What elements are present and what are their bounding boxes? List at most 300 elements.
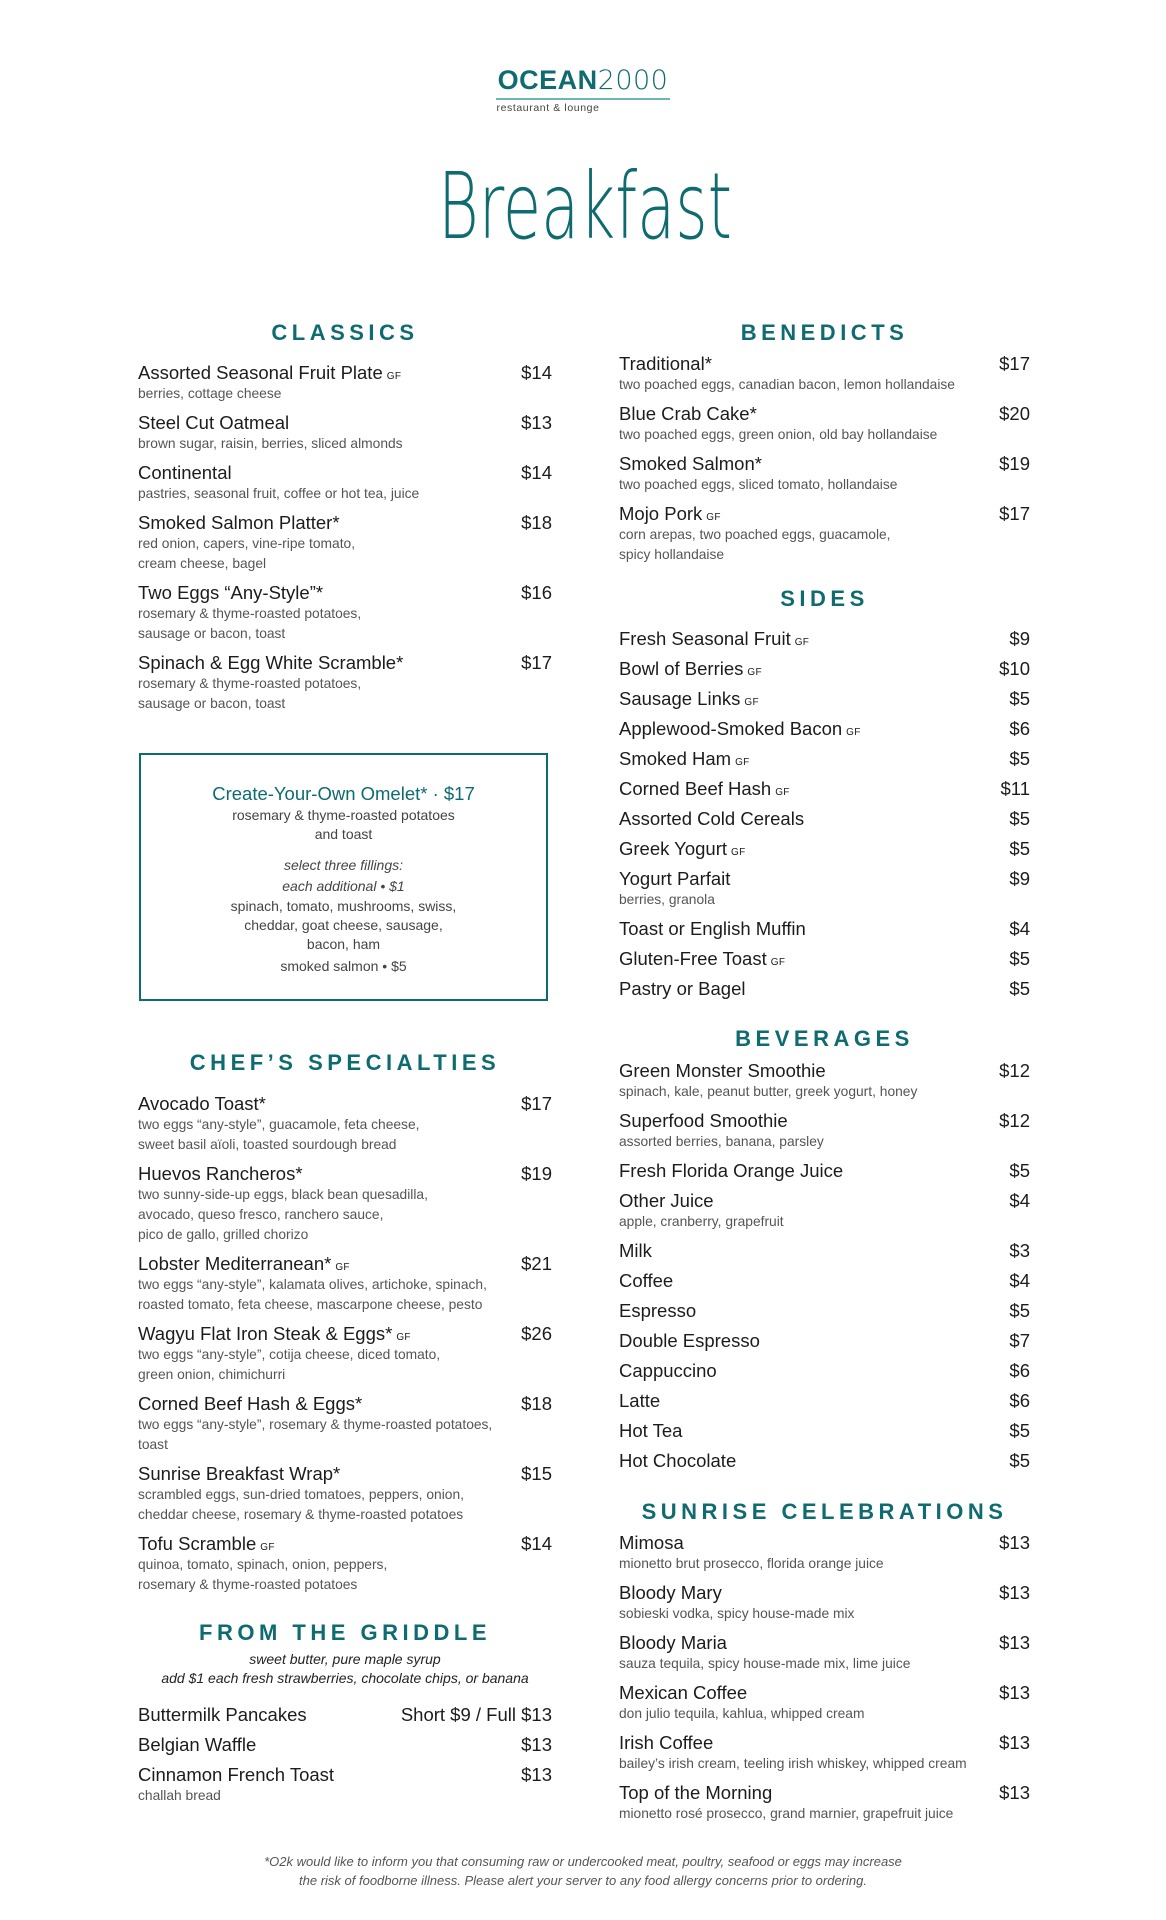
- menu-item: [619, 1160, 1030, 1182]
- menu-item-title: Irish Coffee: [619, 1732, 714, 1753]
- menu-item-description: sausage or bacon, toast: [138, 626, 286, 641]
- sunrise-list: [619, 1532, 1030, 1832]
- menu-item-description: sobieski vodka, spicy house-made mix: [619, 1606, 855, 1621]
- menu-item-title: Green Monster Smoothie: [619, 1060, 826, 1081]
- menu-item-row: [619, 1270, 1030, 1292]
- menu-item: [619, 1190, 1030, 1232]
- menu-item-title: Huevos Rancheros*: [138, 1163, 303, 1184]
- menu-item-name: [619, 1682, 747, 1704]
- menu-item: [138, 1533, 552, 1595]
- menu-item-price: $4: [1009, 1270, 1030, 1291]
- menu-item-name: [619, 778, 790, 804]
- menu-item-description: avocado, queso fresco, ranchero sauce,: [138, 1207, 384, 1222]
- menu-item-name: [138, 652, 403, 674]
- menu-item-title: Mexican Coffee: [619, 1682, 748, 1703]
- menu-item-title: Fresh Seasonal Fruit: [619, 628, 791, 649]
- gluten-free-tag: GF: [731, 847, 746, 858]
- menu-item: [619, 628, 1030, 650]
- menu-item: [138, 512, 552, 574]
- menu-item-price: $5: [1009, 688, 1030, 709]
- logo-tagline: restaurant & lounge: [496, 102, 600, 114]
- menu-item-title: Fresh Florida Orange Juice: [619, 1160, 844, 1181]
- menu-item: [619, 748, 1030, 770]
- menu-item: [619, 868, 1030, 910]
- classics-list: [138, 362, 552, 722]
- menu-item-name: [619, 353, 712, 375]
- menu-item-price: $17: [999, 503, 1030, 524]
- menu-item-name: [619, 1632, 727, 1654]
- menu-item-row: [138, 1764, 552, 1786]
- menu-item: [619, 778, 1030, 800]
- sides-heading: SIDES: [780, 586, 869, 611]
- menu-item-title: Traditional*: [619, 353, 712, 374]
- menu-item: [138, 1704, 552, 1726]
- menu-item-row: [619, 948, 1030, 970]
- menu-item-name: [619, 1300, 696, 1322]
- menu-item-description: spinach, kale, peanut butter, greek yogurt, honey: [619, 1084, 918, 1099]
- menu-item-title: Lobster Mediterranean*: [138, 1253, 332, 1274]
- menu-item-title: Top of the Morning: [619, 1782, 773, 1803]
- menu-item-description: berries, granola: [619, 892, 715, 907]
- menu-item: [138, 362, 552, 404]
- omelet-desc-1: rosemary & thyme-roasted potatoes: [232, 807, 455, 823]
- menu-item-name: [138, 1734, 256, 1756]
- menu-item-price: $20: [999, 403, 1030, 424]
- menu-item-price: $5: [1009, 1300, 1030, 1321]
- menu-item-title: Bowl of Berries: [619, 658, 744, 679]
- menu-item-row: [619, 1160, 1030, 1182]
- menu-item-name: [619, 1110, 788, 1132]
- menu-item-row: [619, 778, 1030, 800]
- benedicts-heading: BENEDICTS: [740, 320, 909, 345]
- menu-item: [619, 503, 1030, 565]
- menu-item-price: Short $9 / Full $13: [400, 1704, 552, 1725]
- menu-item-name: [619, 1450, 736, 1472]
- benedicts-list: [619, 353, 1030, 573]
- menu-item-price: $17: [999, 353, 1030, 374]
- menu-item-row: [619, 918, 1030, 940]
- menu-item-title: Applewood-Smoked Bacon: [619, 718, 843, 739]
- menu-item-price: $5: [1009, 1450, 1030, 1471]
- menu-item-row: [619, 868, 1030, 890]
- menu-item-name: [619, 948, 785, 974]
- menu-item: [619, 688, 1030, 710]
- menu-item-price: $5: [1009, 808, 1030, 829]
- menu-item-title: Cappuccino: [619, 1360, 717, 1381]
- menu-item-price: $14: [521, 462, 552, 483]
- menu-item-price: $5: [1009, 1160, 1030, 1181]
- menu-item-title: Blue Crab Cake*: [619, 403, 757, 424]
- menu-item-title: Yogurt Parfait: [619, 868, 731, 889]
- menu-item-name: [138, 582, 323, 604]
- menu-item-row: [138, 362, 552, 384]
- menu-item-row: [619, 1240, 1030, 1262]
- menu-item-name: [619, 1732, 713, 1754]
- menu-item-price: $14: [521, 362, 552, 383]
- brand-logo: [0, 64, 1166, 115]
- menu-item-price: $3: [1009, 1240, 1030, 1261]
- menu-item: [619, 978, 1030, 1000]
- menu-item: [619, 1360, 1030, 1382]
- gluten-free-tag: GF: [260, 1542, 275, 1553]
- logo-bold: OCEAN: [497, 65, 598, 95]
- page-title: [430, 140, 740, 270]
- menu-item-price: $13: [521, 412, 552, 433]
- menu-item: [138, 1463, 552, 1525]
- gluten-free-tag: GF: [386, 371, 402, 382]
- footer-disclaimer: [0, 1852, 1166, 1890]
- omelet-fillings-3: bacon, ham: [306, 936, 381, 952]
- menu-item-row: [619, 748, 1030, 770]
- menu-item-row: [619, 353, 1030, 375]
- menu-item-price: $6: [1009, 1360, 1030, 1381]
- menu-item-title: Hot Chocolate: [619, 1450, 737, 1471]
- menu-item-description: bailey’s irish cream, teeling irish whiskey, whipped cream: [619, 1756, 967, 1771]
- menu-item-row: [619, 1300, 1030, 1322]
- menu-item-name: [619, 1060, 826, 1082]
- menu-item-title: Bloody Maria: [619, 1632, 727, 1653]
- menu-item-name: [619, 1190, 714, 1212]
- menu-item-price: $5: [1009, 978, 1030, 999]
- menu-item-row: [619, 1682, 1030, 1704]
- menu-item-name: [619, 838, 746, 864]
- menu-item-row: [138, 582, 552, 604]
- menu-item-description: two poached eggs, green onion, old bay hollandaise: [619, 427, 938, 442]
- menu-item-title: Belgian Waffle: [138, 1734, 257, 1755]
- gluten-free-tag: GF: [794, 637, 810, 648]
- menu-item-price: $12: [999, 1110, 1030, 1131]
- menu-item-description: quinoa, tomato, spinach, onion, peppers,: [138, 1557, 388, 1572]
- menu-item-name: [619, 1582, 722, 1604]
- menu-item-name: [138, 1463, 340, 1485]
- menu-item-title: Smoked Salmon Platter*: [138, 512, 340, 533]
- menu-item-name: [138, 1163, 303, 1185]
- menu-item-name: [619, 1420, 682, 1442]
- menu-item: [138, 1764, 552, 1806]
- menu-item-title: Spinach & Egg White Scramble*: [138, 652, 404, 673]
- beverages-heading: BEVERAGES: [735, 1026, 914, 1051]
- menu-item: [619, 1450, 1030, 1472]
- menu-item-title: Toast or English Muffin: [619, 918, 806, 939]
- menu-item-description: apple, cranberry, grapefruit: [619, 1214, 784, 1229]
- menu-item-row: [138, 1734, 552, 1756]
- menu-item-row: [619, 1390, 1030, 1412]
- menu-item-row: [138, 652, 552, 674]
- menu-item-price: $5: [1009, 1420, 1030, 1441]
- menu-item-row: [138, 1323, 552, 1345]
- menu-item-description: two eggs “any-style”, cotija cheese, diced tomato,: [138, 1347, 441, 1362]
- menu-item: [619, 1330, 1030, 1352]
- menu-item: [619, 1300, 1030, 1322]
- menu-item-name: [619, 718, 861, 744]
- omelet-fillings-1: spinach, tomato, mushrooms, swiss,: [230, 898, 457, 914]
- menu-item-price: $4: [1009, 918, 1030, 939]
- menu-item-row: [619, 1330, 1030, 1352]
- menu-item: [619, 1732, 1030, 1774]
- menu-item-description: cheddar cheese, rosemary & thyme-roasted potatoes: [138, 1507, 464, 1522]
- menu-item-row: [138, 1704, 552, 1726]
- menu-item-description: sauza tequila, spicy house-made mix, lime juice: [619, 1656, 911, 1671]
- menu-item-name: [138, 462, 232, 484]
- menu-item-title: Wagyu Flat Iron Steak & Eggs*: [138, 1323, 393, 1344]
- menu-item-description: roasted tomato, feta cheese, mascarpone cheese, pesto: [138, 1297, 483, 1312]
- gluten-free-tag: GF: [396, 1332, 411, 1343]
- menu-item-row: [619, 1732, 1030, 1754]
- menu-item-name: [619, 1532, 684, 1554]
- menu-item-name: [138, 412, 289, 434]
- menu-item-row: [138, 412, 552, 434]
- menu-item-name: [138, 1093, 266, 1115]
- menu-item-description: brown sugar, raisin, berries, sliced almonds: [138, 436, 403, 451]
- menu-item-title: Milk: [619, 1240, 652, 1261]
- menu-item-price: $13: [999, 1682, 1030, 1703]
- menu-item-price: $7: [1009, 1330, 1030, 1351]
- menu-item-title: Corned Beef Hash: [619, 778, 772, 799]
- menu-item: [619, 353, 1030, 395]
- menu-item-price: $21: [521, 1253, 552, 1274]
- menu-item-row: [619, 808, 1030, 830]
- menu-item-title: Sausage Links: [619, 688, 741, 709]
- menu-item-price: $17: [521, 652, 552, 673]
- menu-item-row: [619, 1632, 1030, 1654]
- menu-item-title: Continental: [138, 462, 232, 483]
- menu-item-description: scrambled eggs, sun-dried tomatoes, peppers, onion,: [138, 1487, 464, 1502]
- menu-item-price: $13: [999, 1582, 1030, 1603]
- menu-item-name: [619, 1240, 652, 1262]
- gluten-free-tag: GF: [775, 787, 790, 798]
- menu-item-title: Buttermilk Pancakes: [138, 1704, 307, 1725]
- menu-item-name: [619, 1360, 717, 1382]
- title-text: Breakfast: [438, 153, 732, 260]
- menu-item-description: red onion, capers, vine-ripe tomato,: [138, 536, 356, 551]
- menu-item-title: Corned Beef Hash & Eggs*: [138, 1393, 363, 1414]
- menu-item-price: $13: [999, 1532, 1030, 1553]
- menu-item-row: [619, 1782, 1030, 1804]
- menu-item: [138, 462, 552, 504]
- menu-item-description: two eggs “any-style”, kalamata olives, artichoke, spinach,: [138, 1277, 487, 1292]
- gluten-free-tag: GF: [770, 957, 786, 968]
- griddle-notes: [138, 1650, 552, 1688]
- menu-item-row: [619, 1190, 1030, 1212]
- gluten-free-tag: GF: [735, 757, 750, 768]
- menu-item-name: [619, 1390, 660, 1412]
- menu-item-price: $13: [521, 1764, 552, 1785]
- menu-item: [138, 1393, 552, 1455]
- menu-item-price: $13: [999, 1732, 1030, 1753]
- menu-item-title: Gluten-Free Toast: [619, 948, 767, 969]
- menu-item-row: [619, 628, 1030, 650]
- menu-item-price: $13: [521, 1734, 552, 1755]
- omelet-box: [139, 753, 548, 1001]
- menu-item: [138, 412, 552, 454]
- menu-item-title: Coffee: [619, 1270, 674, 1291]
- menu-item-price: $13: [999, 1632, 1030, 1653]
- menu-item-title: Avocado Toast*: [138, 1093, 266, 1114]
- menu-item-title: Smoked Ham: [619, 748, 732, 769]
- menu-item-name: [619, 403, 757, 425]
- menu-item-description: assorted berries, banana, parsley: [619, 1134, 824, 1149]
- menu-item-price: $14: [521, 1533, 552, 1554]
- menu-item-description: sweet basil aïoli, toasted sourdough bread: [138, 1137, 397, 1152]
- menu-item-name: [138, 1393, 362, 1415]
- menu-item-title: Double Espresso: [619, 1330, 760, 1351]
- menu-item: [619, 1632, 1030, 1674]
- menu-item-description: mionetto rosé prosecco, grand marnier, grapefruit juice: [619, 1806, 954, 1821]
- menu-item-name: [619, 1270, 673, 1292]
- menu-item: [619, 838, 1030, 860]
- menu-item-description: rosemary & thyme-roasted potatoes,: [138, 676, 362, 691]
- menu-item-row: [138, 1463, 552, 1485]
- menu-item-title: Assorted Seasonal Fruit Plate: [138, 362, 383, 383]
- griddle-heading: FROM THE GRIDDLE: [199, 1620, 491, 1645]
- menu-item-description: challah bread: [138, 1788, 221, 1803]
- menu-item-description: cream cheese, bagel: [138, 556, 267, 571]
- menu-item-row: [619, 838, 1030, 860]
- menu-item: [619, 1110, 1030, 1152]
- menu-item-price: $5: [1009, 838, 1030, 859]
- menu-item-title: Other Juice: [619, 1190, 714, 1211]
- menu-item-name: [619, 868, 730, 890]
- omelet-title: Create-Your-Own Omelet* · $17: [212, 783, 475, 804]
- menu-item-title: Espresso: [619, 1300, 697, 1321]
- sides-list: [619, 628, 1030, 1008]
- menu-item-row: [619, 1060, 1030, 1082]
- menu-item: [138, 1323, 552, 1385]
- menu-item-price: $5: [1009, 748, 1030, 769]
- chefs-list: [138, 1093, 552, 1603]
- menu-item-price: $17: [521, 1093, 552, 1114]
- menu-item-description: pico de gallo, grilled chorizo: [138, 1227, 309, 1242]
- menu-item-name: [619, 1330, 760, 1352]
- menu-item-name: [619, 628, 809, 654]
- menu-item: [619, 1782, 1030, 1824]
- griddle-list: [138, 1704, 552, 1814]
- menu-item: [619, 808, 1030, 830]
- menu-item-name: [619, 808, 804, 830]
- menu-item-title: Tofu Scramble: [138, 1533, 257, 1554]
- logo-light: 2000: [597, 65, 669, 96]
- menu-item-title: Mimosa: [619, 1532, 684, 1553]
- menu-item-name: [619, 658, 762, 684]
- omelet-salmon: smoked salmon • $5: [280, 958, 407, 974]
- menu-item-description: rosemary & thyme-roasted potatoes,: [138, 606, 362, 621]
- menu-item-title: Cinnamon French Toast: [138, 1764, 335, 1785]
- menu-item-description: corn arepas, two poached eggs, guacamole,: [619, 527, 891, 542]
- menu-item-row: [138, 1093, 552, 1115]
- menu-item-name: [619, 453, 762, 475]
- menu-item-description: two eggs “any-style”, rosemary & thyme-roasted potatoes,: [138, 1417, 493, 1432]
- menu-item: [619, 1060, 1030, 1102]
- menu-item-row: [619, 403, 1030, 425]
- menu-item-description: spicy hollandaise: [619, 547, 725, 562]
- menu-item-name: [138, 1764, 334, 1786]
- menu-item-title: Smoked Salmon*: [619, 453, 762, 474]
- menu-item-title: Bloody Mary: [619, 1582, 722, 1603]
- menu-item-row: [619, 718, 1030, 740]
- gluten-free-tag: GF: [744, 697, 759, 708]
- omelet-desc-2: and toast: [314, 826, 373, 842]
- menu-item-description: two poached eggs, canadian bacon, lemon hollandaise: [619, 377, 955, 392]
- menu-item-title: Steel Cut Oatmeal: [138, 412, 290, 433]
- chefs-heading: CHEF’S SPECIALTIES: [189, 1050, 501, 1075]
- menu-item-name: [619, 918, 806, 940]
- menu-item-row: [619, 1532, 1030, 1554]
- menu-item-description: green onion, chimichurri: [138, 1367, 286, 1382]
- menu-item: [619, 403, 1030, 445]
- menu-item: [619, 1532, 1030, 1574]
- menu-item: [619, 453, 1030, 495]
- menu-item-description: rosemary & thyme-roasted potatoes: [138, 1577, 358, 1592]
- menu-item-title: Pastry or Bagel: [619, 978, 746, 999]
- menu-item-price: $5: [1009, 948, 1030, 969]
- menu-item-title: Sunrise Breakfast Wrap*: [138, 1463, 341, 1484]
- menu-item-name: [619, 1782, 772, 1804]
- menu-item-description: sausage or bacon, toast: [138, 696, 286, 711]
- sunrise-heading: SUNRISE CELEBRATIONS: [641, 1499, 1008, 1524]
- menu-item: [138, 582, 552, 644]
- menu-item-price: $26: [521, 1323, 552, 1344]
- menu-item-row: [138, 1253, 552, 1275]
- menu-item: [619, 918, 1030, 940]
- menu-item-row: [619, 453, 1030, 475]
- gluten-free-tag: GF: [846, 727, 861, 738]
- menu-item-name: [138, 512, 340, 534]
- menu-item-row: [619, 1110, 1030, 1132]
- menu-item-row: [138, 512, 552, 534]
- menu-item: [619, 1270, 1030, 1292]
- menu-item-row: [138, 1393, 552, 1415]
- griddle-note-2: add $1 each fresh strawberries, chocolate chips, or banana: [161, 1670, 529, 1686]
- menu-item-row: [619, 978, 1030, 1000]
- menu-item-description: two poached eggs, sliced tomato, hollandaise: [619, 477, 898, 492]
- footer-line-2: the risk of foodborne illness. Please alert your server to any food allergy concerns prior to ordering.: [299, 1873, 867, 1888]
- menu-item-name: [619, 1160, 843, 1182]
- menu-item-price: $19: [521, 1163, 552, 1184]
- menu-item: [619, 948, 1030, 970]
- menu-item-title: Latte: [619, 1390, 661, 1411]
- menu-item-name: [619, 688, 759, 714]
- menu-item: [138, 1093, 552, 1155]
- menu-item-name: [138, 1704, 307, 1726]
- gluten-free-tag: GF: [706, 512, 721, 523]
- menu-item-description: two sunny-side-up eggs, black bean quesadilla,: [138, 1187, 428, 1202]
- menu-item: [619, 1390, 1030, 1412]
- menu-item-row: [619, 1450, 1030, 1472]
- menu-item-description: two eggs “any-style”, guacamole, feta cheese,: [138, 1117, 420, 1132]
- menu-item-row: [138, 1163, 552, 1185]
- menu-item-title: Superfood Smoothie: [619, 1110, 788, 1131]
- menu-item-price: $18: [521, 1393, 552, 1414]
- gluten-free-tag: GF: [747, 667, 762, 678]
- menu-item-price: $6: [1009, 718, 1030, 739]
- omelet-additional: each additional • $1: [282, 878, 405, 894]
- menu-item-price: $6: [1009, 1390, 1030, 1411]
- menu-item-title: Mojo Pork: [619, 503, 703, 524]
- menu-item-price: $9: [1009, 628, 1030, 649]
- menu-item: [619, 718, 1030, 740]
- menu-item-title: Assorted Cold Cereals: [619, 808, 805, 829]
- menu-item-row: [619, 1420, 1030, 1442]
- menu-item-price: $10: [999, 658, 1030, 679]
- omelet-fillings-2: cheddar, goat cheese, sausage,: [244, 917, 443, 933]
- menu-item: [619, 1420, 1030, 1442]
- menu-item: [619, 1582, 1030, 1624]
- menu-item-description: don julio tequila, kahlua, whipped cream: [619, 1706, 865, 1721]
- menu-item-name: [619, 748, 750, 774]
- logo-wordmark: [496, 64, 671, 100]
- griddle-note-1: sweet butter, pure maple syrup: [249, 1651, 441, 1667]
- menu-item-description: berries, cottage cheese: [138, 386, 282, 401]
